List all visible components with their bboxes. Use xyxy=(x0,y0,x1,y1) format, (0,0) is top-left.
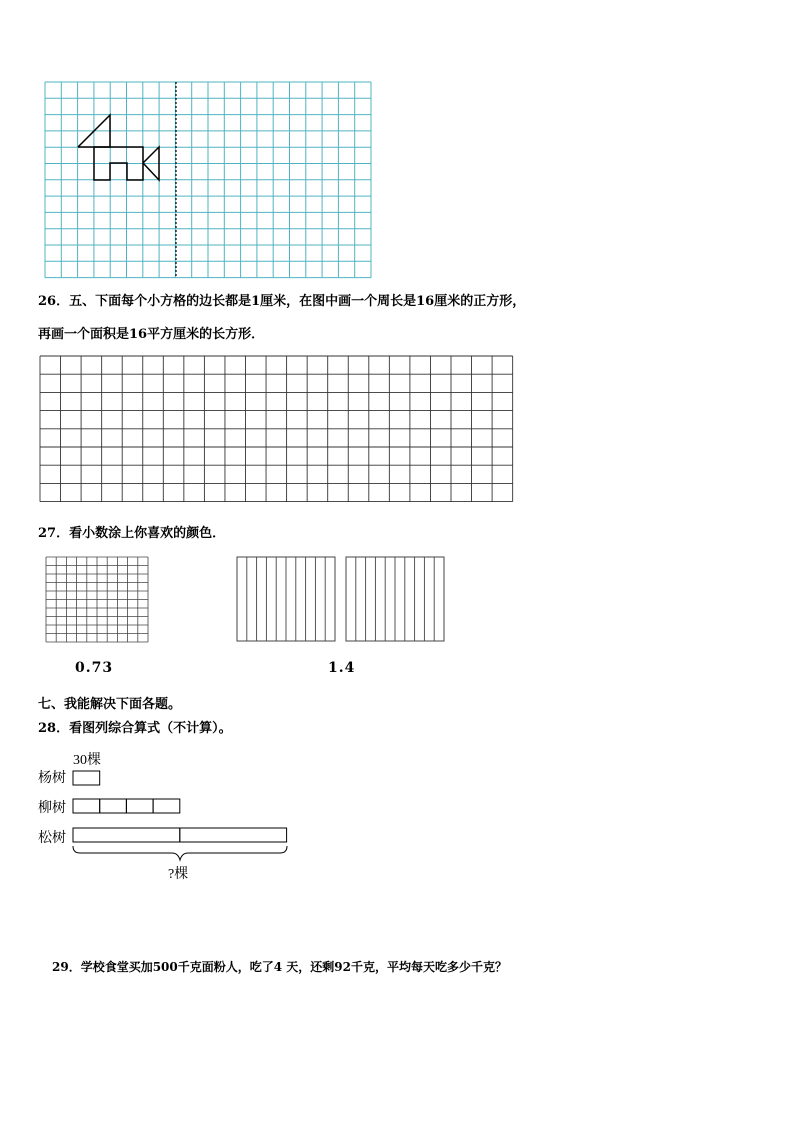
q29-prompt: 29．学校食堂买加500千克面粉人，吃了4 天，还剩92千克，平均每天吃多少千克？ xyxy=(52,960,507,974)
q27-prompt: 27．看小数涂上你喜欢的颜色． xyxy=(38,526,226,541)
q28-prompt: 28．看图列综合算式（不计算）。 xyxy=(38,721,232,736)
pine-bar xyxy=(73,828,287,842)
willow-segment xyxy=(73,799,100,813)
q26-line2: 再画一个面积是16平方厘米的长方形． xyxy=(38,327,265,342)
q27-label-b: 1.4 xyxy=(328,660,356,676)
q28-given-label: 30棵 xyxy=(73,753,101,768)
poplar-bar xyxy=(73,771,100,785)
section-7-title: 七、我能解决下面各题。 xyxy=(38,697,182,712)
q26-line1: 26．五、下面每个小方格的边长都是1厘米，在图中画一个周长是16厘米的正方形， xyxy=(38,294,526,309)
pine-segment xyxy=(180,828,287,842)
q28-row-pine: 松树 xyxy=(38,831,66,846)
q28-row-willow: 柳树 xyxy=(38,801,66,816)
willow-segment xyxy=(153,799,180,813)
willow-segment xyxy=(126,799,153,813)
willow-segment xyxy=(100,799,127,813)
willow-bar xyxy=(73,799,180,813)
pine-segment xyxy=(73,828,180,842)
q28-row-poplar: 杨树 xyxy=(38,771,66,786)
total-brace xyxy=(73,846,287,860)
q27-label-a: 0.73 xyxy=(75,660,114,676)
q28-unknown-label: ?棵 xyxy=(168,867,189,882)
